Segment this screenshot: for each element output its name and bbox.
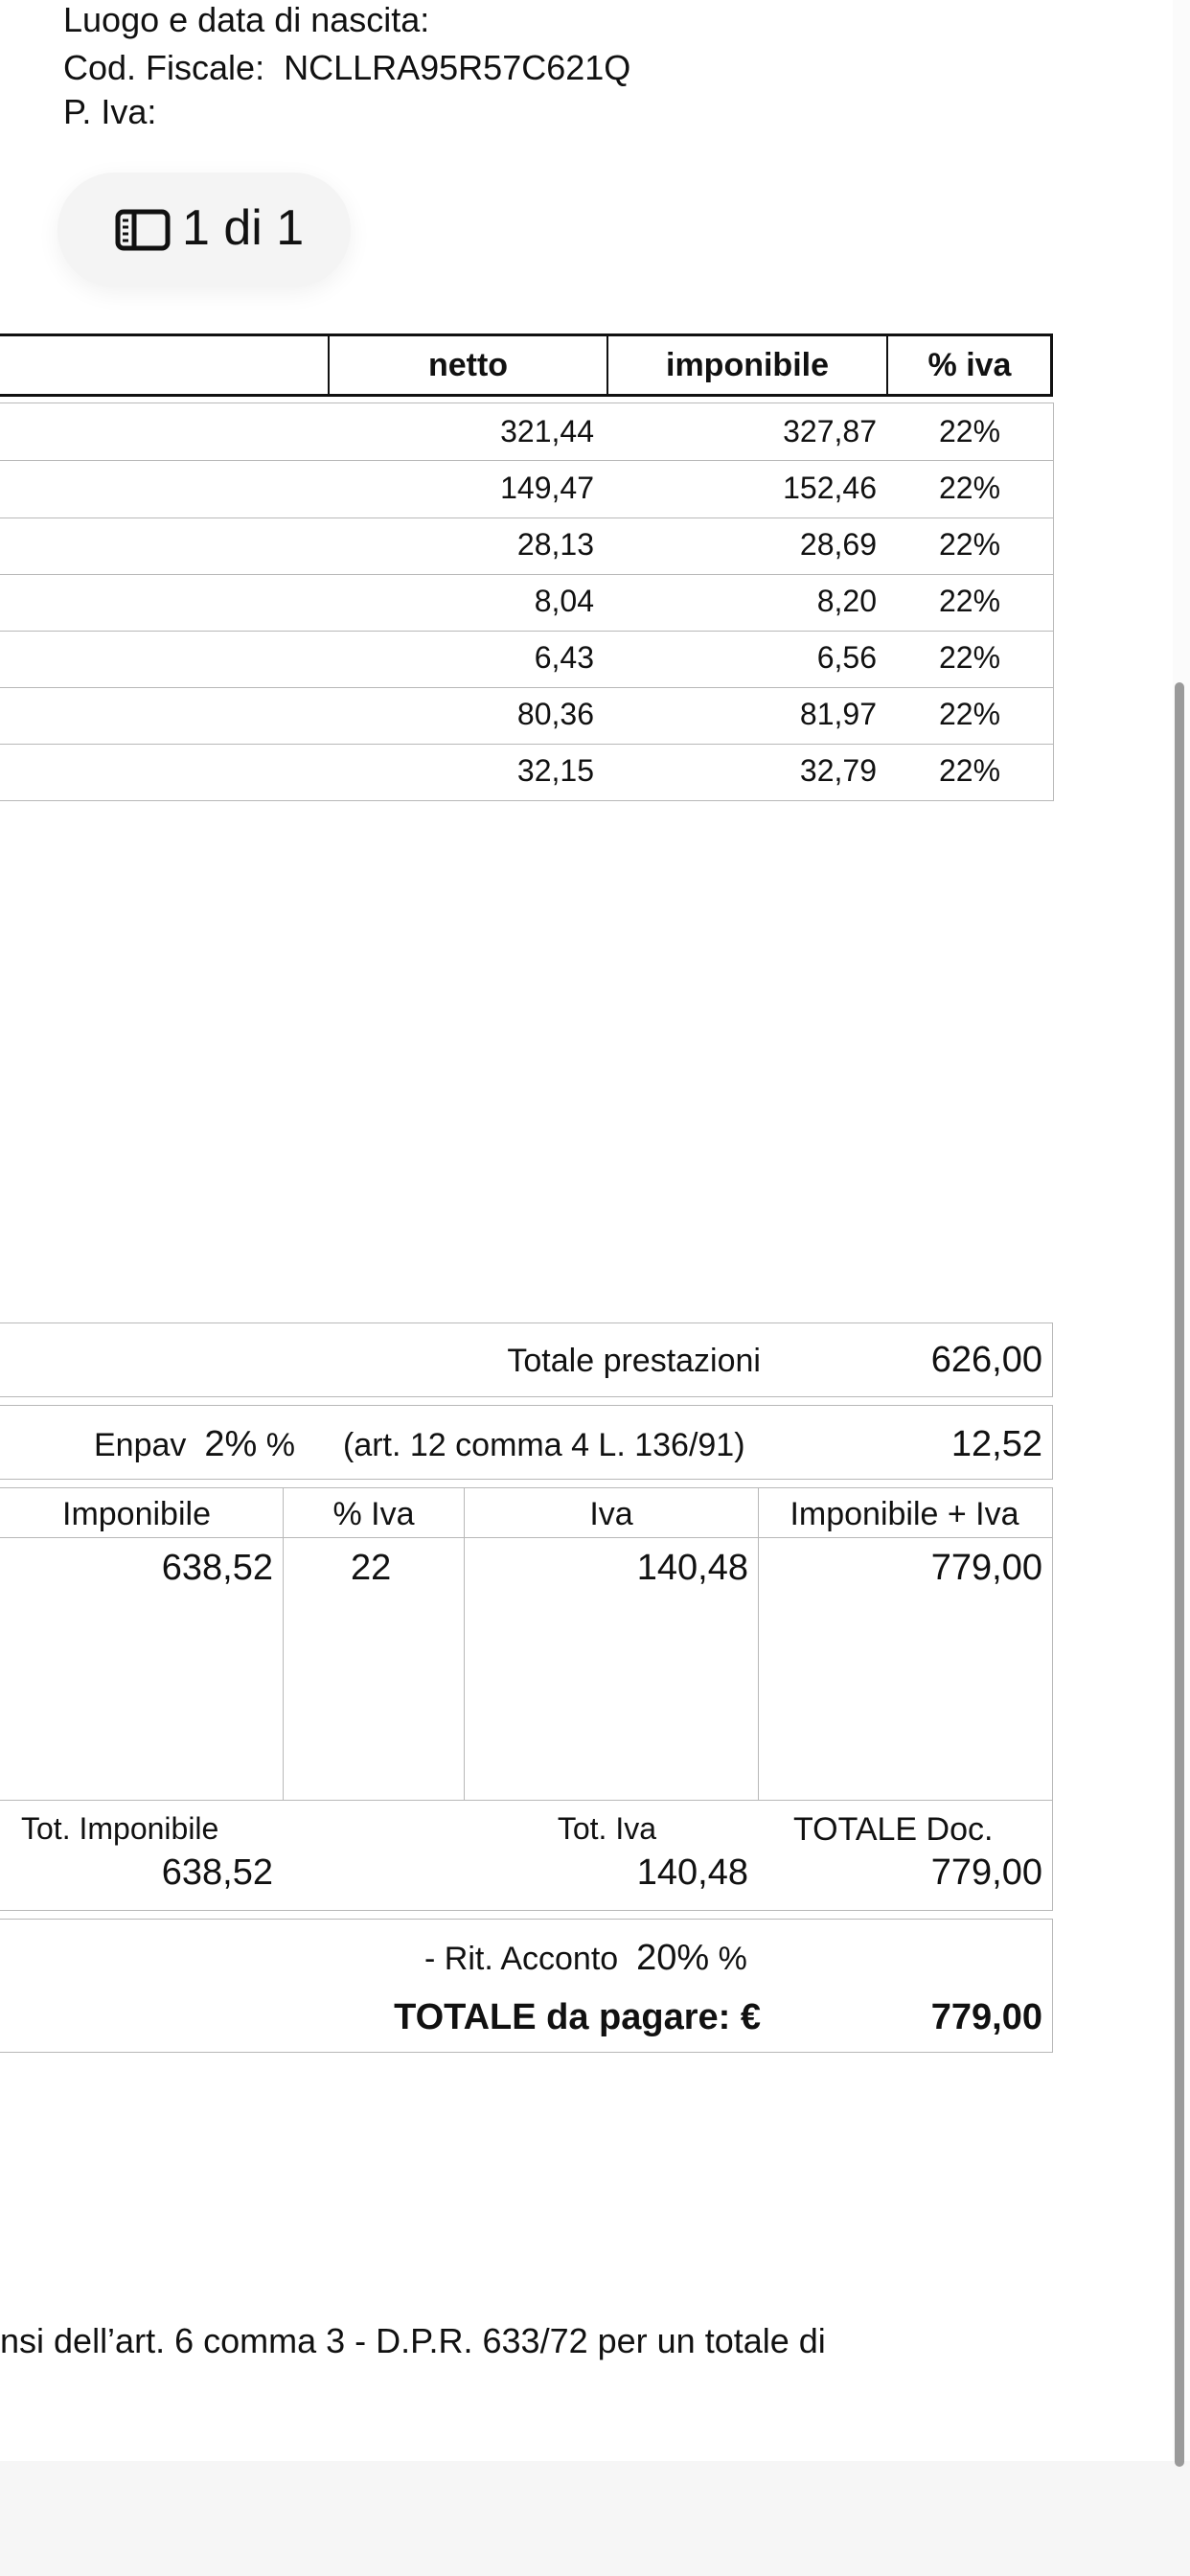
tot-iva-value: 140,48 xyxy=(636,1852,748,1893)
fiscal-code-label: Cod. Fiscale: xyxy=(63,48,265,87)
row-netto: 321,44 xyxy=(500,414,594,448)
fiscal-code-line xyxy=(63,48,630,88)
ritenuta-line xyxy=(424,1938,747,1979)
viewer-background xyxy=(0,2461,1190,2576)
row-iva: 22% xyxy=(938,471,1001,505)
row-iva: 22% xyxy=(938,753,1001,788)
row-divider xyxy=(0,460,1054,461)
vat-header-divider xyxy=(0,1537,1053,1538)
vat-header-pct-iva: % Iva xyxy=(332,1496,415,1532)
row-imponibile: 8,20 xyxy=(816,584,877,618)
totale-prestazioni-label: Totale prestazioni xyxy=(507,1343,761,1379)
vertical-scrollbar[interactable] xyxy=(1175,682,1184,2467)
row-imponibile: 32,79 xyxy=(799,753,877,788)
row-divider xyxy=(0,631,1054,632)
fiscal-code-value: NCLLRA95R57C621Q xyxy=(284,48,631,87)
vat-header-imp-iva: Imponibile + Iva xyxy=(790,1496,1019,1532)
birth-place-date-label: Luogo e data di nascita: xyxy=(63,0,430,39)
row-netto: 28,13 xyxy=(516,527,594,562)
page-indicator[interactable] xyxy=(57,172,351,288)
row-iva: 22% xyxy=(938,414,1001,448)
tot-imponibile-value: 638,52 xyxy=(161,1852,273,1893)
row-iva: 22% xyxy=(938,640,1001,675)
row-netto: 8,04 xyxy=(534,584,594,618)
totale-prestazioni-value: 626,00 xyxy=(930,1340,1042,1380)
col-divider xyxy=(758,1487,759,1800)
vat-header-imponibile: Imponibile xyxy=(62,1496,211,1532)
totale-da-pagare-label: TOTALE da pagare: € xyxy=(394,1997,761,2037)
enpav-reference: (art. 12 comma 4 L. 136/91) xyxy=(343,1427,745,1463)
row-imponibile: 152,46 xyxy=(783,471,877,505)
enpav-label: Enpav xyxy=(94,1427,187,1463)
vat-imp-iva: 779,00 xyxy=(930,1548,1042,1588)
row-netto: 32,15 xyxy=(516,753,594,788)
row-iva: 22% xyxy=(938,697,1001,731)
vat-header-iva: Iva xyxy=(589,1496,633,1532)
header-pct-iva: % iva xyxy=(927,347,1012,383)
footer-note: nsi dell’art. 6 comma 3 - D.P.R. 633/72 per un totale di xyxy=(0,2321,826,2360)
row-divider xyxy=(0,744,1054,745)
totale-doc-label: TOTALE Doc. xyxy=(793,1811,994,1848)
totale-da-pagare-value: 779,00 xyxy=(930,1997,1042,2037)
vat-body-divider xyxy=(0,1800,1053,1801)
enpav-rate: 2% xyxy=(204,1424,258,1464)
vat-iva: 140,48 xyxy=(636,1548,748,1588)
row-divider xyxy=(0,574,1054,575)
enpav-pct: % xyxy=(265,1427,295,1463)
row-imponibile: 28,69 xyxy=(799,527,877,562)
totale-doc-value: 779,00 xyxy=(930,1852,1042,1893)
col-divider xyxy=(464,1487,465,1800)
ritenuta-label: - Rit. Acconto xyxy=(424,1941,619,1977)
tot-imponibile-label: Tot. Imponibile xyxy=(21,1811,219,1846)
vat-imponibile: 638,52 xyxy=(161,1548,273,1588)
row-imponibile: 6,56 xyxy=(816,640,877,675)
page-indicator-label: 1 di 1 xyxy=(182,200,305,256)
row-netto: 6,43 xyxy=(534,640,594,675)
vat-number-label: P. Iva: xyxy=(63,92,157,131)
header-imponibile: imponibile xyxy=(666,347,829,383)
row-imponibile: 327,87 xyxy=(783,414,877,448)
ritenuta-rate: 20% xyxy=(636,1938,710,1978)
enpav-value: 12,52 xyxy=(950,1424,1042,1464)
enpav-line xyxy=(94,1424,295,1465)
vat-pct-iva: 22 xyxy=(351,1548,392,1588)
header-netto: netto xyxy=(427,347,509,383)
row-divider xyxy=(0,687,1054,688)
row-iva: 22% xyxy=(938,584,1001,618)
row-iva: 22% xyxy=(938,527,1001,562)
col-divider xyxy=(283,1487,284,1800)
row-imponibile: 81,97 xyxy=(799,697,877,731)
row-netto: 149,47 xyxy=(500,471,594,505)
row-netto: 80,36 xyxy=(516,697,594,731)
ritenuta-pct: % xyxy=(718,1941,747,1977)
tot-iva-label: Tot. Iva xyxy=(557,1811,656,1846)
page-sidebar-icon xyxy=(115,209,171,251)
